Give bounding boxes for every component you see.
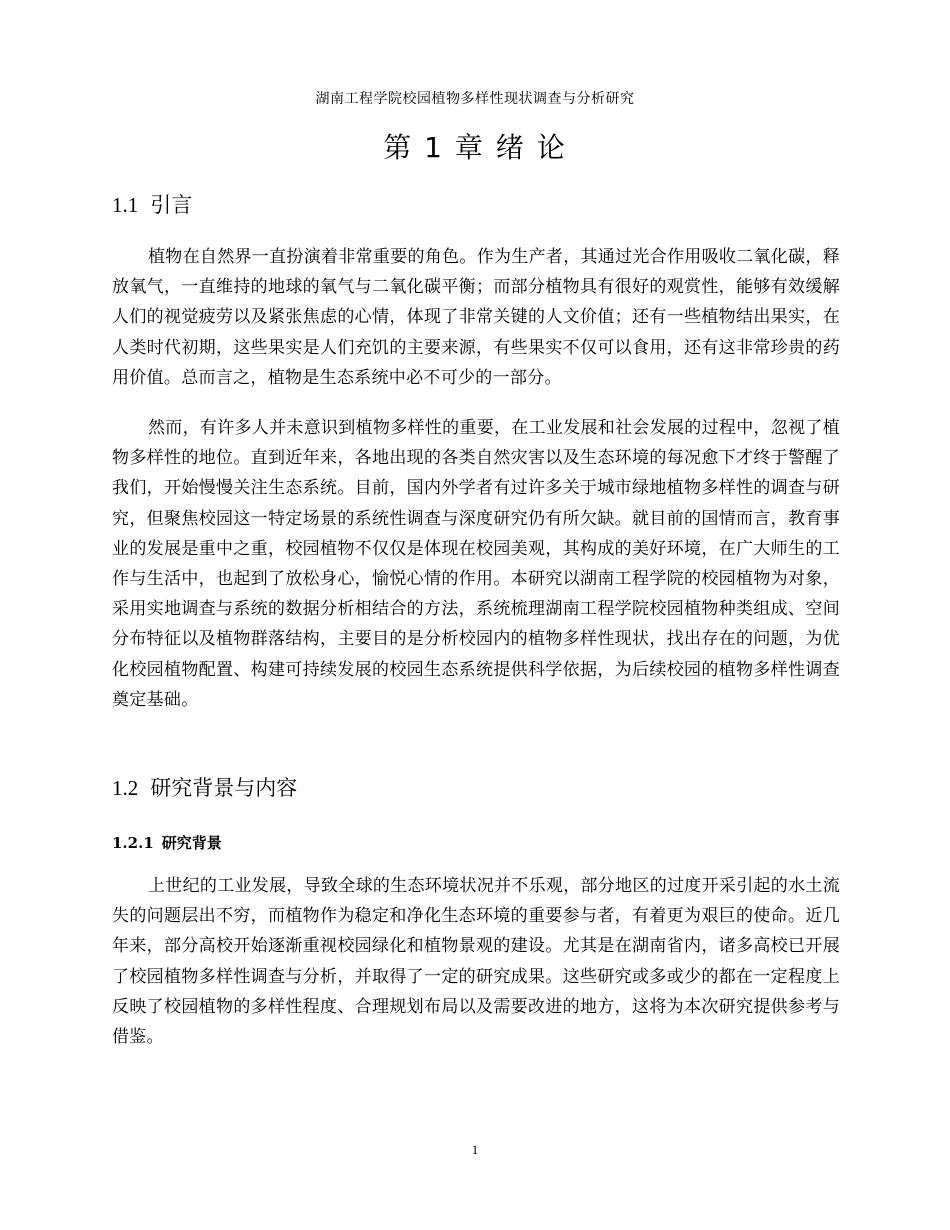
chapter-title: 第 1 章 绪 论 bbox=[383, 131, 567, 164]
section-heading-1-1 bbox=[112, 190, 192, 220]
section-number: 1.2 bbox=[112, 776, 139, 800]
page-number: 1 bbox=[471, 1142, 479, 1157]
subsection-title: 研究背景 bbox=[161, 834, 222, 852]
section-number: 1.1 bbox=[112, 193, 139, 217]
section-heading-1-2 bbox=[112, 773, 297, 803]
running-header: 湖南工程学院校园植物多样性现状调查与分析研究 bbox=[315, 91, 635, 107]
subsection-number: 1.2.1 bbox=[112, 834, 154, 852]
paragraph-intro-1: 植物在自然界一直扮演着非常重要的角色。作为生产者，其通过光合作用吸收二氧化碳，释放氧气，一直维持的地球的氧气与二氧化碳平衡；而部分植物具有很好的观赏性，能够有效缓解人们的视觉疲劳以及紧张焦虑的心情，体现了非常关键的人文价值；还有一些植物结出果实，在人类时代初期，这些果实是人们充饥的主要来源，有些果实不仅可以食用，还有这非常珍贵的药用价值。总而言之，植物是生态系统中必不可少的一部分。 bbox=[112, 247, 840, 388]
paragraph-intro-2: 然而，有许多人并未意识到植物多样性的重要，在工业发展和社会发展的过程中，忽视了植物多样性的地位。直到近年来，各地出现的各类自然灾害以及生态环境的每况愈下才终于警醒了我们，开始慢慢关注生态系统。目前，国内外学者有过许多关于城市绿地植物多样性的调查与研究，但聚焦校园这一特定场景的系统性调查与深度研究仍有所欠缺。就目前的国情而言，教育事业的发展是重中之重，校园植物不仅仅是体现在校园美观，其构成的美好环境，在广大师生的工作与生活中，也起到了放松身心，愉悦心情的作用。本研究以湖南工程学院的校园植物为对象，采用实地调查与系统的数据分析相结合的方法，系统梳理湖南工程学院校园植物种类组成、空间分布特征以及植物群落结构，主要目的是分析校园内的植物多样性现状，找出存在的问题，为优化校园植物配置、构建可持续发展的校园生态系统提供科学依据，为后续校园的植物多样性调查奠定基础。 bbox=[112, 418, 840, 710]
section-title: 研究背景与内容 bbox=[150, 776, 298, 800]
paragraph-background-1: 上世纪的工业发展，导致全球的生态环境状况并不乐观，部分地区的过度开采引起的水土流失的问题层出不穷，而植物作为稳定和净化生态环境的重要参与者，有着更为艰巨的使命。近几年来，部分高校开始逐渐重视校园绿化和植物景观的建设。尤其是在湖南省内，诸多高校已开展了校园植物多样性调查与分析，并取得了一定的研究成果。这些研究或多或少的都在一定程度上反映了校园植物的多样性程度、合理规划布局以及需要改进的地方，这将为本次研究提供参考与借鉴。 bbox=[112, 876, 840, 1048]
section-title: 引言 bbox=[150, 193, 193, 217]
subsection-heading-1-2-1 bbox=[112, 832, 222, 854]
